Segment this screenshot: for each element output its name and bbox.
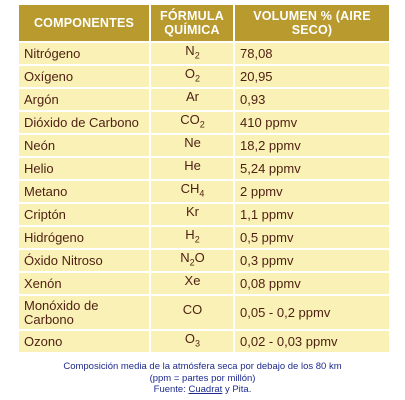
- volume-value: 0,05 - 0,2 ppmv: [235, 296, 389, 329]
- table-row: [19, 158, 389, 179]
- formula-base: O: [184, 331, 196, 347]
- table-row: [19, 204, 389, 225]
- formula-subscript: 4: [199, 188, 205, 199]
- table-row: [19, 135, 389, 156]
- chemical-formula: [151, 112, 233, 133]
- header-volume: VOLUMEN % (AIRE SECO): [235, 5, 389, 41]
- component-name: Óxido Nitroso: [19, 250, 149, 271]
- formula-base: Xe: [184, 273, 201, 289]
- formula-base: CO: [180, 112, 200, 128]
- component-name: Xenón: [19, 273, 149, 294]
- component-name: Nitrógeno: [19, 43, 149, 64]
- header-component: COMPONENTES: [19, 5, 149, 41]
- chemical-formula: [151, 273, 233, 294]
- formula-subscript: 2: [195, 73, 201, 84]
- caption-source: [0, 384, 405, 396]
- table-row: [19, 181, 389, 202]
- chemical-formula: [151, 331, 233, 352]
- caption-line-1: Composición media de la atmósfera seca por debajo de los 80 km: [63, 361, 342, 372]
- formula-subscript: 2: [189, 257, 195, 268]
- table-row: [19, 89, 389, 110]
- chemical-formula: [151, 296, 233, 329]
- table-row: [19, 112, 389, 133]
- table-row: [19, 331, 389, 352]
- chemical-formula: [151, 135, 233, 156]
- volume-value: 0,93: [235, 89, 389, 110]
- formula-subscript: 2: [194, 234, 200, 245]
- chemical-formula: [151, 181, 233, 202]
- table-row: [19, 66, 389, 87]
- chemical-formula: [151, 250, 233, 271]
- formula-base: CH: [180, 181, 200, 197]
- formula-base: N: [180, 250, 190, 266]
- formula-subscript: 3: [195, 338, 201, 349]
- volume-value: 0,3 ppmv: [235, 250, 389, 271]
- formula-subscript: 2: [199, 119, 205, 130]
- formula-base: He: [184, 158, 201, 174]
- volume-value: 2 ppmv: [235, 181, 389, 202]
- chemical-formula: [151, 204, 233, 225]
- component-name: Ozono: [19, 331, 149, 352]
- component-name: Metano: [19, 181, 149, 202]
- formula-subscript: 2: [194, 50, 200, 61]
- table-body: [19, 43, 389, 352]
- source-prefix: Fuente:: [153, 384, 189, 395]
- component-name: Argón: [19, 89, 149, 110]
- formula-base: Ar: [186, 89, 199, 105]
- volume-value: 5,24 ppmv: [235, 158, 389, 179]
- volume-value: 78,08: [235, 43, 389, 64]
- component-name: Monóxido de Carbono: [19, 296, 149, 329]
- component-name: Criptón: [19, 204, 149, 225]
- volume-value: 0,5 ppmv: [235, 227, 389, 248]
- chemical-formula: [151, 158, 233, 179]
- component-name: Helio: [19, 158, 149, 179]
- header-formula: FÓRMULA QUÍMICA: [151, 5, 233, 41]
- chemical-formula: [151, 43, 233, 64]
- volume-value: 0,08 ppmv: [235, 273, 389, 294]
- formula-base: N: [185, 43, 195, 59]
- table-caption: [0, 361, 405, 396]
- volume-value: 18,2 ppmv: [235, 135, 389, 156]
- formula-base: Ne: [184, 135, 201, 151]
- table-row: [19, 273, 389, 294]
- volume-value: 0,02 - 0,03 ppmv: [235, 331, 389, 352]
- formula-tail: O: [194, 250, 205, 266]
- component-name: Neón: [19, 135, 149, 156]
- header-row: [19, 5, 389, 41]
- source-link[interactable]: Cuadrat: [188, 384, 223, 395]
- table-row: [19, 43, 389, 64]
- formula-base: H: [185, 227, 195, 243]
- chemical-formula: [151, 89, 233, 110]
- formula-base: Kr: [186, 204, 199, 220]
- component-name: Hidrógeno: [19, 227, 149, 248]
- source-suffix: y Pita.: [222, 384, 252, 395]
- table-row: [19, 227, 389, 248]
- chemical-formula: [151, 227, 233, 248]
- volume-value: 20,95: [235, 66, 389, 87]
- atmosphere-composition-table: [17, 3, 391, 354]
- table-row: [19, 296, 389, 329]
- chemical-formula: [151, 66, 233, 87]
- component-name: Oxígeno: [19, 66, 149, 87]
- table-row: [19, 250, 389, 271]
- formula-base: O: [184, 66, 196, 82]
- formula-base: CO: [182, 302, 203, 318]
- component-name: Dióxido de Carbono: [19, 112, 149, 133]
- caption-line-2: (ppm = partes por millón): [149, 372, 256, 384]
- volume-value: 410 ppmv: [235, 112, 389, 133]
- volume-value: 1,1 ppmv: [235, 204, 389, 225]
- composition-table-wrap: [17, 3, 389, 354]
